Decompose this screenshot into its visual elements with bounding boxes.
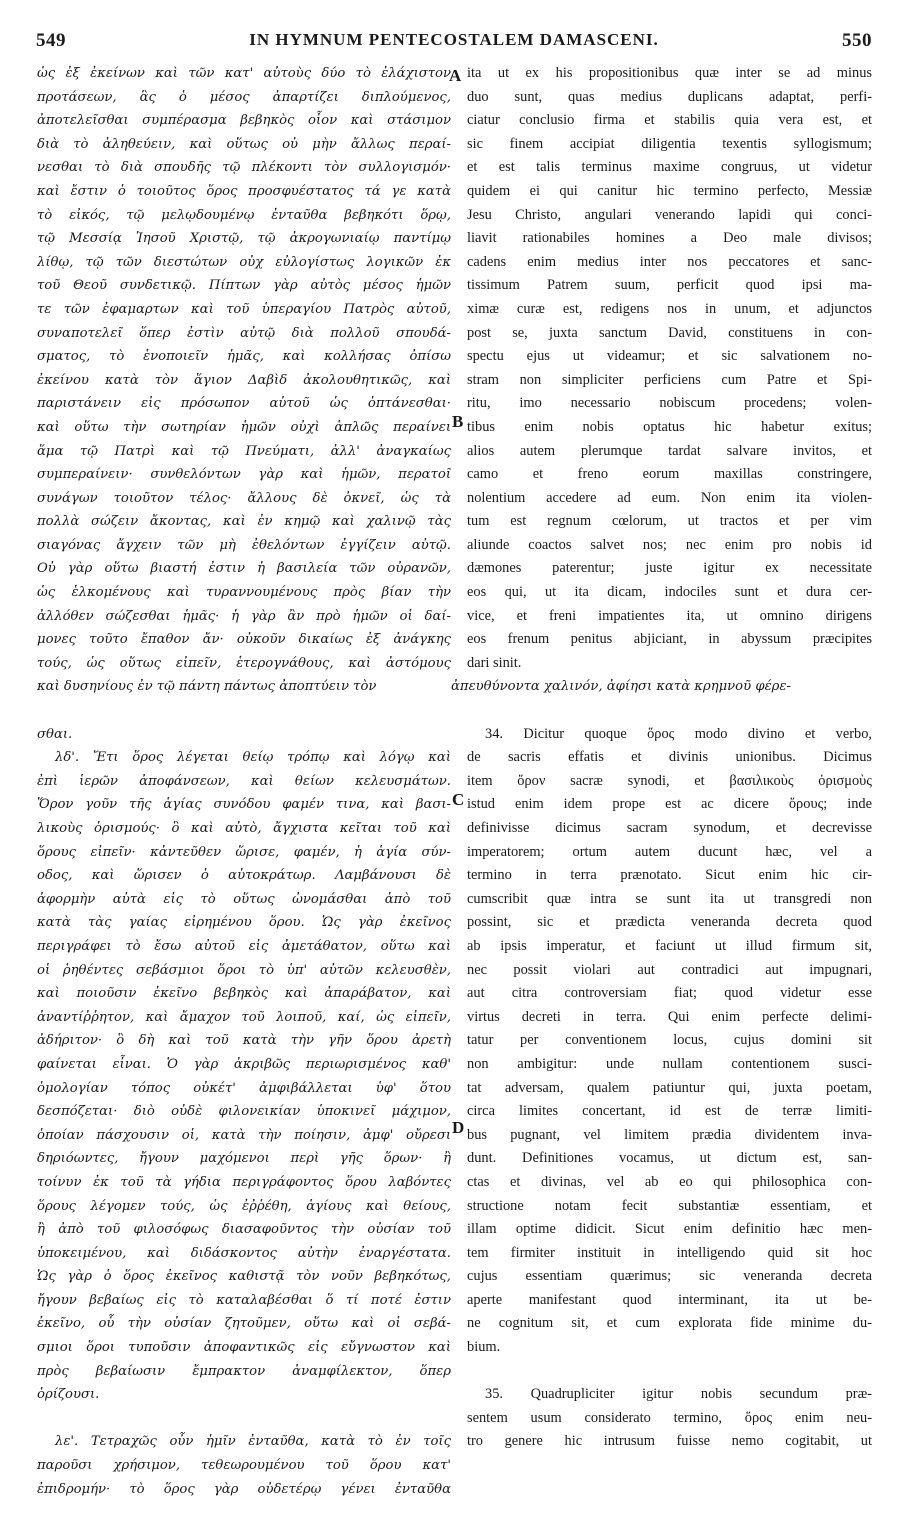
text-line: tro genere hic intrusum fuisse nemo cogitabit, ut bbox=[467, 1433, 872, 1450]
text-line: tum est regnum cœlorum, ut tractos et per vim bbox=[467, 513, 872, 530]
text-line: ἐκεῖνο, οὗ τὴν οὐσίαν ζητοῦμεν, οὕτω καὶ οἱ σεβά- bbox=[37, 1316, 451, 1332]
text-line: definivisse dicimus sacram synodum, et decrevisse bbox=[467, 820, 872, 836]
text-line: ὡς ἑλκομένους καὶ τυραννουμένους πρὸς βίαν τὴν bbox=[37, 585, 451, 601]
text-line: ὡς ἐξ ἐκείνων καὶ τῶν κατ' αὐτοὺς δύο τὸ ἐλάχιστον bbox=[37, 66, 451, 81]
text-line: Ὅρον γοῦν τῆς ἁγίας συνόδου φαμέν τινα, καὶ βασι- bbox=[37, 797, 451, 813]
text-line: ritu, imo necessario nobiscum procedens; volen- bbox=[467, 395, 872, 412]
page-number-left: 549 bbox=[36, 30, 66, 51]
text-line: cujus essentiam quærimus; sic veneranda decreta bbox=[467, 1268, 872, 1285]
text-line: eos frenum penitus abjiciant, in abyssum præcipites bbox=[467, 631, 872, 648]
text-line: duo sunt, quas medius duplicans adaptat, perfi- bbox=[467, 88, 872, 105]
latin-block-1 bbox=[467, 62, 872, 675]
greek-block-1 bbox=[37, 62, 451, 699]
text-line: 34. Dicitur quoque ὅρος modo divino et verbo, bbox=[485, 725, 872, 742]
text-line: καὶ ποιοῦσιν ἐκεῖνο βεβηκὸς καὶ ἀπαράβατον, καὶ bbox=[37, 986, 451, 1002]
text-line: τοίνυν ἐκ τοῦ τὰ γήδια περιγράφοντος ὅρου λαβόντες bbox=[37, 1174, 451, 1190]
text-line: κατὰ τὰς γαίας εἰρημένου ὅρου. Ὡς γὰρ ἐκεῖνος bbox=[37, 915, 451, 931]
text-line: συναποτελεῖ ὅπερ ἐστὶν αὐτῷ διὰ πολλοῦ σπουδά- bbox=[37, 325, 451, 341]
text-line: ne cognitum sit, et cum explorata fide minime du- bbox=[467, 1315, 872, 1332]
text-line: et est talis terminus maxime congruus, ut videtur bbox=[467, 159, 872, 176]
text-line: λικοὺς ὁρισμούς· ὃ καὶ αὐτὸ, ἄγχιστα κεῖται τοῦ καὶ bbox=[37, 821, 451, 836]
page-header bbox=[36, 30, 872, 62]
greek-block-2 bbox=[37, 746, 451, 1407]
text-line: σθαι. bbox=[37, 726, 73, 742]
text-line: ὅρους λέγομεν τούς, ὡς ἐῤῥέθη, ἁγίους καὶ θείους, bbox=[37, 1198, 451, 1214]
text-line: δηριόωντες, ἤγουν μαχόμενοι περὶ γῆς ὅρων· ἢ bbox=[37, 1151, 451, 1167]
text-line: φαίνεται εἶναι. Ὁ γὰρ ἀκριβῶς περιωρισμένος καθ' bbox=[37, 1056, 451, 1072]
text-line: προτάσεων, ἃς ὁ μέσος ἀπαρτίζει διπλούμενος, bbox=[37, 89, 451, 105]
text-line: ἀφορμὴν αὐτὰ εἰς τὸ οὕτως ὠνομάσθαι ἀπὸ τοῦ bbox=[37, 891, 451, 907]
text-line: istud enim idem prope est ac dicere ὅρους; inde bbox=[467, 796, 872, 813]
text-line: ciatur conclusio firma et stabilis quia vera est, et bbox=[467, 112, 872, 129]
text-line: dæmones paterentur; juste igitur ex necessitate bbox=[467, 560, 872, 577]
latin-block-2 bbox=[467, 723, 872, 1360]
text-line: τῷ Μεσσίᾳ Ἰησοῦ Χριστῷ, τῷ ἀκρογωνιαίῳ παντίμῳ bbox=[37, 231, 451, 247]
text-line: post se, juxta sanctum David, constituens in con- bbox=[467, 324, 872, 341]
margin-letter-c: C bbox=[452, 790, 465, 809]
text-line: aut citra controversiam fiat; quod videtur esse bbox=[467, 985, 872, 1002]
text-line: Ὡς γὰρ ὁ ὅρος ἐκεῖνος καθιστᾷ τὸν νοῦν βεβηκότως, bbox=[37, 1269, 451, 1285]
text-line: tem firmiter instituit in intelligendo quid sit hoc bbox=[467, 1244, 872, 1261]
text-line: ὁμολογίαν τόπος οὐκέτ' ἀμφιβάλλεται ὑφ' ὅτου bbox=[37, 1080, 451, 1096]
greek-block-2-first bbox=[37, 723, 451, 747]
text-line: παροῦσι χρήσιμον, τεθεωρουμένου τοῦ ὅρου κατ' bbox=[37, 1458, 451, 1474]
text-line: tatur per conventionem locus, cujus domini sit bbox=[467, 1032, 872, 1049]
text-line: vice, et freni impatientes ita, ut omnino dirigens bbox=[467, 607, 872, 624]
text-line: δεσπόζεται· διὸ οὐδὲ φιλονεικίαν ὑποκινεῖ μάχιμον, bbox=[37, 1104, 451, 1120]
margin-letter-a: A bbox=[449, 66, 462, 85]
text-line: μονες τοῦτο ἔπαθον ἄν· οὐκοῦν δικαίως ἐξ ἀνάγκης bbox=[37, 632, 451, 648]
margin-letter-b: B bbox=[452, 412, 464, 431]
text-line: structione notam fecit substantiæ essentiam, et bbox=[467, 1197, 872, 1214]
text-line: tissimum Patrem suum, perficit quod ipsi ma- bbox=[467, 277, 872, 294]
text-line: item ὅρον sacræ synodi, et βασιλικοὺς ὁρισμοὺς bbox=[467, 772, 872, 789]
spanning-line-greek-right: ἀπευθύνοντα χαλινόν, ἀφίησι κατὰ κρημνοῦ φέρε- bbox=[451, 679, 791, 694]
text-line: ἀποτελεῖσθαι συμπέρασμα βεβηκὸς οἷον καὶ στάσιμον bbox=[37, 113, 451, 129]
text-line: bus pugnant, vel limitem prædia dividentem inva- bbox=[467, 1126, 872, 1143]
text-line: σμιοι ὅροι τυποῦσιν ἀποφαντικῶς εἰς εὔγνωστον καὶ bbox=[37, 1340, 451, 1356]
text-line: aliunde coactos salvet nos; nec enim pro nobis id bbox=[467, 536, 872, 553]
text-line: cadens enim medius inter nos peccatores et sanc- bbox=[467, 253, 872, 270]
text-line: alios autem plerumque tardat salvare invitos, et bbox=[467, 442, 872, 459]
text-line: possint, sic et prædicta veneranda decreta quod bbox=[467, 914, 872, 931]
page-number-right: 550 bbox=[842, 30, 872, 51]
text-line: liavit rationabiles homines a Deo male divisos; bbox=[467, 230, 872, 247]
text-line: non ambigitur: unde nullam contentionem susci- bbox=[467, 1055, 872, 1072]
text-line: τοῦ Θεοῦ συνδετικῷ. Πίπτων γὰρ αὐτὸς μέσος ἡμῶν bbox=[37, 278, 451, 294]
text-line: dunt. Definitiones vocamus, ut dictum est, san- bbox=[467, 1150, 872, 1167]
text-line: σιαγόνας ἄγχειν τῶν μὴ ἐθελόντων ἐγγίζειν αὐτῷ. bbox=[37, 537, 451, 553]
text-line: ximæ curæ est, redigens nos in unum, et adjunctos bbox=[467, 300, 872, 317]
text-line: tat adversam, qualem patiuntur qui, juxta poetam, bbox=[467, 1079, 872, 1096]
text-line: σματος, τὸ ἑνοποιεῖν ἡμᾶς, καὶ κολλήσας ὀπίσω bbox=[37, 349, 451, 365]
text-line: ita ut ex his propositionibus quæ inter se ad minus bbox=[467, 65, 872, 81]
text-line: πολλὰ σώζειν ἄκοντας, καὶ ἐν κημῷ καὶ χαλινῷ τὰς bbox=[37, 514, 451, 530]
text-line: ἤγουν βεβαίως εἰς τὸ καταλαβέσθαι ὅ τί ποτέ ἐστιν bbox=[37, 1292, 451, 1308]
text-line: συμπεραίνειν· συνθελόντων γὰρ καὶ ἡμῶν, περατοῖ bbox=[37, 467, 451, 483]
text-line: stram non simpliciter perficiens cum Patre et Spi- bbox=[467, 371, 872, 388]
text-line: tibus enim nobis optatus hic habetur exitus; bbox=[467, 418, 872, 435]
text-line: imperatorem; ortum autem ducunt hæc, vel a bbox=[467, 843, 872, 860]
text-line: ἐπὶ ἱερῶν ἀποφάνσεων, καὶ θείων κελευσμάτων. bbox=[37, 773, 451, 789]
text-line: οἱ ῥηθέντες σεβάσμιοι ὅροι τὸ ὑπ' αὐτῶν κελευσθὲν, bbox=[37, 962, 451, 978]
text-line: dari sinit. bbox=[467, 654, 522, 671]
text-line: τούς, ὡς οὕτως εἰπεῖν, ἑτερογνάθους, καὶ ἀστόμους bbox=[37, 655, 451, 671]
text-line: ἢ ἀπὸ τοῦ φιλοσόφως διασαφοῦντος τὴν οὐσίαν τοῦ bbox=[37, 1222, 451, 1238]
latin-column bbox=[467, 62, 872, 1454]
text-line: ὁρίζουσι. bbox=[37, 1387, 100, 1403]
latin-block-3 bbox=[467, 1383, 872, 1454]
margin-letter-d: D bbox=[452, 1118, 465, 1137]
text-line: λδ'. Ἔτι ὅρος λέγεται θείῳ τρόπῳ καὶ λόγῳ καὶ bbox=[55, 750, 451, 766]
text-line: ἀλλόθεν σώζεσθαι ἡμᾶς· ἡ γὰρ ἂν πρὸ ἡμῶν οἱ δαί- bbox=[37, 608, 451, 624]
text-line: quidem ei qui canitur hic termino perfecto, Messiæ bbox=[467, 182, 872, 199]
text-line: ὑποκειμένου, καὶ διδάσκοντος αὐτὴν ἐναργέστατα. bbox=[37, 1245, 451, 1261]
text-line: τε τῶν ἐφαμαρτων καὶ τοῦ ὑπεραγίου Πατρὸς αὐτοῦ, bbox=[37, 301, 451, 317]
text-line: illam optime didicit. Sicut enim definitio hæc men- bbox=[467, 1221, 872, 1238]
text-line: νεσθαι τὸ διὰ σπουδῆς τῷ πλέκοντι τὸν συλλογισμόν· bbox=[37, 160, 451, 176]
text-line: ἀναντίῤῥητον, καὶ ἄμαχον τοῦ λοιποῦ, καί, ὡς εἰπεῖν, bbox=[37, 1009, 451, 1025]
text-line: spectu ejus ut videamur; et sic salvationem no- bbox=[467, 348, 872, 365]
text-line: nec possit violari aut contradici aut impugnari, bbox=[467, 961, 872, 978]
text-line: ὅρους εἰπεῖν· κἀντεῦθεν ὥρισε, φαμέν, ἡ ἁγία σύν- bbox=[37, 844, 451, 860]
text-line: sic finem accipiat diligentia texentis syllogismum; bbox=[467, 135, 872, 152]
text-line: camo et freno eorum maxillas constringere, bbox=[467, 466, 872, 483]
text-line: Jesu Christo, angulari venerando lapidi qui conci- bbox=[467, 206, 872, 223]
text-line: ἅμα τῷ Πατρὶ καὶ τῷ Πνεύματι, ἀλλ' ἀναγκαίως bbox=[37, 443, 451, 459]
spanning-line-greek-left: καὶ δυσηνίους ἐν τῷ πάντη πάντως ἀποπτύειν τὸν bbox=[37, 679, 377, 694]
text-line: ἐπιδρομήν· τὸ ὅρος γὰρ οὐδετέρῳ γένει ἐνταῦθα bbox=[37, 1481, 451, 1497]
text-line: ἀδήριτον· ὃ δὴ καὶ τοῦ κατὰ τὴν γῆν ὅρου ἀρετὴ bbox=[37, 1033, 451, 1049]
text-line: λε'. Τετραχῶς οὖν ἡμῖν ἐνταῦθα, κατὰ τὸ ἐν τοῖς bbox=[55, 1434, 451, 1450]
text-line: Οὐ γὰρ οὕτω βιαστή ἐστιν ἡ βασιλεία τῶν οὐρανῶν, bbox=[37, 561, 451, 577]
text-line: aperte manifestant quod interminant, ita ut be- bbox=[467, 1291, 872, 1308]
text-line: eos qui, ut ita dicam, indociles sunt et dura cer- bbox=[467, 584, 872, 601]
text-line: ἐκείνου κατὰ τὸν ἅγιον Δαβὶδ ἀκολουθητικῶς, καὶ bbox=[37, 372, 451, 388]
text-line: cumscribit quæ intra se sunt ita ut transgredi non bbox=[467, 890, 872, 907]
text-line: nolentium accedere ad eum. Non enim ita violen- bbox=[467, 489, 872, 506]
text-line: bium. bbox=[467, 1339, 501, 1356]
greek-block-3 bbox=[37, 1430, 451, 1501]
text-line: οδος, καὶ ὥρισεν ὁ αὐτοκράτωρ. Λαμβάνουσι δὲ bbox=[37, 868, 451, 884]
greek-column bbox=[37, 62, 451, 1501]
text-line: virtus decreti in terra. Qui enim perfecte delimi- bbox=[467, 1008, 872, 1025]
text-line: sentem usum considerato termino, ὅρος enim neu- bbox=[467, 1409, 872, 1426]
text-line: τὸ εἰκός, τῷ μελῳδουμένῳ ἐνταῦθα βεβηκότι ὅρῳ, bbox=[37, 207, 451, 223]
text-line: πρὸς βεβαίωσιν ἔμπρακτον ἀναμφίλεκτον, ὅπερ bbox=[37, 1363, 451, 1379]
text-line: ab ipsis imperatur, et faciunt ut illud firmum sit, bbox=[467, 937, 872, 954]
text-line: παριστάνειν εἰς πρόσωπον αὐτοῦ ὡς ὀπτάνεσθαι· bbox=[37, 396, 451, 412]
text-line: περιγράφει τὸ ἔσω αὐτοῦ εἰς ἀμετάθατον, οὕτω καὶ bbox=[37, 938, 451, 954]
text-line: circa limites concertant, id est de terræ limiti- bbox=[467, 1103, 872, 1120]
text-line: ὁποίαν πάσχουσιν οἱ, κατὰ τὴν ποίησιν, ἀμφ' οὔρεσι bbox=[37, 1127, 451, 1143]
text-line: de sacris effatis et divinis unionibus. Dicimus bbox=[467, 749, 872, 766]
text-line: 35. Quadrupliciter igitur nobis secundum præ- bbox=[485, 1386, 872, 1403]
text-line: καὶ ἔστιν ὁ τοιοῦτος ὅρος προσφυέστατος τά γε κατὰ bbox=[37, 183, 451, 199]
text-line: συνάγων τοιοῦτον τέλος· ἄλλους δὲ ὀκνεῖ, ὡς τὰ bbox=[37, 490, 451, 506]
text-line: διὰ τὸ ἀληθεύειν, καὶ οὕτως οὐ μὴν ἄλλως περαί- bbox=[37, 136, 451, 152]
text-line: καὶ οὕτω τὴν σωτηρίαν ἡμῶν οὐχὶ ἁπλῶς περαίνει bbox=[37, 419, 451, 435]
text-line: termino in terra prænotato. Sicut enim hic cir- bbox=[467, 867, 872, 884]
running-title: IN HYMNUM PENTECOSTALEM DAMASCENI. bbox=[249, 30, 659, 49]
text-line: λίθῳ, τῷ τῶν διεστώτων οὐχ εὐλογίστως λογικῶν ἐκ bbox=[37, 254, 451, 270]
text-line: ctas et divinas, vel ab eo qui philosophica con- bbox=[467, 1173, 872, 1190]
